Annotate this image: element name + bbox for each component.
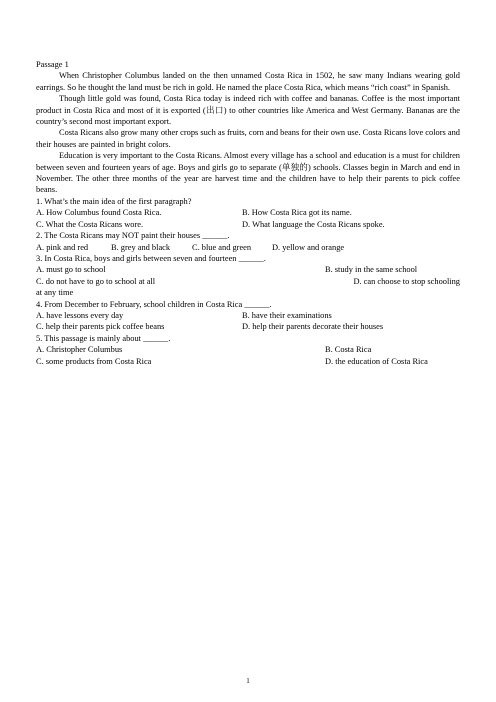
q5-option-b: B. Costa Rica [325, 345, 372, 355]
q2-option-c: C. blue and green [192, 242, 252, 252]
q5-option-a: A. Christopher Columbus [36, 345, 123, 355]
q2-option-d: D. yellow and orange [272, 242, 345, 252]
page-number: 1 [246, 677, 250, 685]
question-1-options-row-2 [36, 219, 460, 230]
q4-option-b: B. have their examinations [242, 310, 332, 320]
q5-option-c: C. some products from Costa Rica [36, 356, 152, 366]
q3-option-b: B. study in the same school [325, 265, 418, 275]
paragraph-2: Though little gold was found, Costa Rica today is indeed rich with coffee and bananas. Coffee is the most important product in Costa Rica and most of it is exported (出口) to other countries like America and West Germany. Bananas are the country’s second most important export. [36, 94, 460, 127]
q1-option-a: A. How Columbus found Costa Rica. [36, 208, 162, 218]
q2-option-b: B. grey and black [111, 242, 171, 252]
q1-option-c: C. What the Costa Ricans wore. [36, 219, 144, 229]
q5-option-d: D. the education of Costa Rica [325, 356, 428, 366]
question-5-stem: 5. This passage is mainly about ______. [36, 333, 171, 343]
paragraph-4: Education is very important to the Costa Ricans. Almost every village has a school and education is a must for children between seven and fourteen years of age. Boys and girls go to separate (单独的) schools. Classes begin in March and end in November. The other three months of the year are harvest time and the children have to help their parents to pick coffee beans. [36, 151, 460, 195]
q3-option-a: A. must go to school [36, 265, 106, 275]
q2-option-a: A. pink and red [36, 242, 89, 252]
question-1-stem: 1. What’s the main idea of the first paragraph? [36, 196, 192, 206]
question-5-options-row-2 [36, 356, 460, 367]
q1-option-d: D. What language the Costa Ricans spoke. [242, 219, 385, 229]
q3-option-d: D. can choose to stop schooling [353, 276, 460, 286]
q3-option-d-continued: at any time [36, 288, 74, 298]
q4-option-a: A. have lessons every day [36, 310, 124, 320]
question-5-options-row-1 [36, 344, 460, 355]
question-2-options-row [36, 242, 460, 253]
q1-option-b: B. How Costa Rica got its name. [242, 208, 352, 218]
q4-option-d: D. help their parents decorate their houses [242, 322, 384, 332]
question-3-options-row-2 [36, 276, 460, 287]
question-4-options-row-2 [36, 321, 460, 332]
question-1-options-row-1 [36, 207, 460, 218]
paragraph-3: Costa Ricans also grow many other crops such as fruits, corn and beans for their own use. Costa Ricans love colors and their houses are painted in bright colors. [36, 128, 460, 149]
passage-content [36, 59, 460, 367]
question-4-stem: 4. From December to February, school children in Costa Rica ______. [36, 299, 272, 309]
question-4-options-row-1 [36, 310, 460, 321]
question-3-stem: 3. In Costa Rica, boys and girls between seven and fourteen ______. [36, 253, 266, 263]
question-2-stem: 2. The Costa Ricans may NOT paint their houses ______. [36, 231, 230, 241]
passage-title: Passage 1 [36, 60, 69, 69]
q4-option-c: C. help their parents pick coffee beans [36, 322, 165, 332]
q3-option-c: C. do not have to go to school at all [36, 276, 156, 286]
paragraph-1: When Christopher Columbus landed on the then unnamed Costa Rica in 1502, he saw many Indians wearing gold earrings. So he thought the land must be rich in gold. He named the place Costa Rica, which means “rich coast” in Spanish. [36, 71, 460, 92]
question-3-options-row-1 [36, 264, 460, 275]
